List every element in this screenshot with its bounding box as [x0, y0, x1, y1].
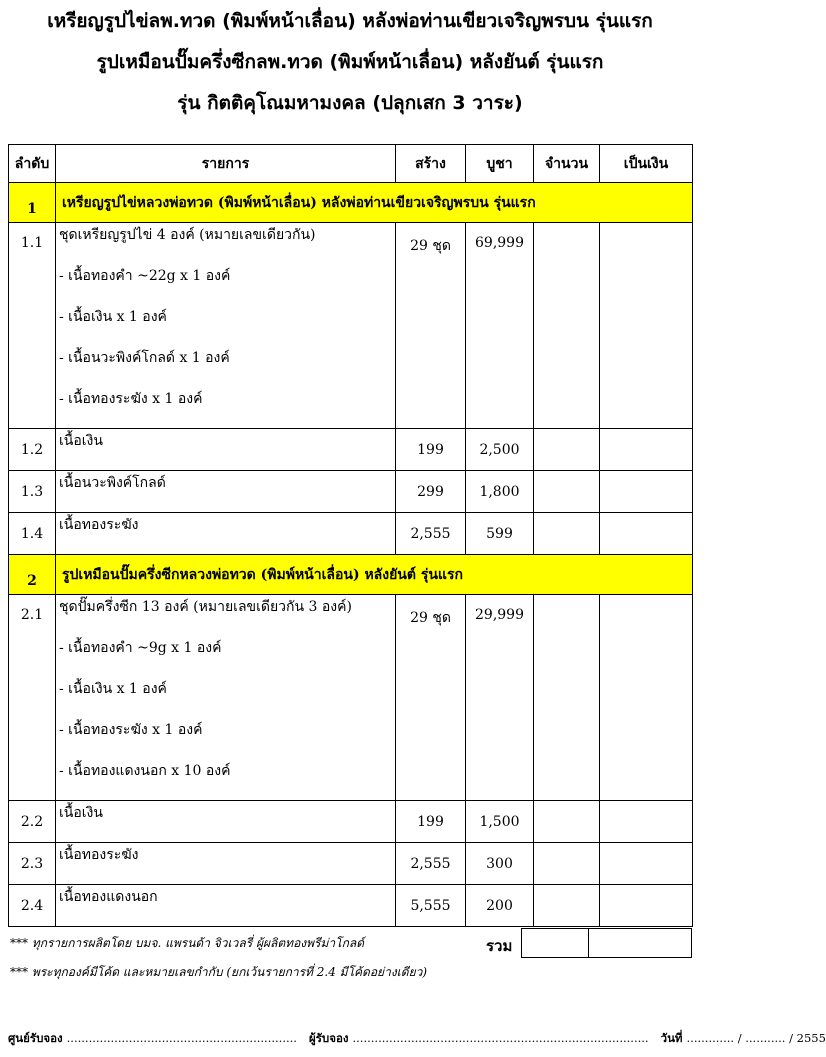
item-line: เนื้อทองระฆัง: [59, 517, 139, 533]
row-qty: 2,555: [396, 843, 466, 885]
header-total: เป็นเงิน: [600, 145, 693, 183]
receiver-field[interactable]: .................................................................................: [352, 1031, 649, 1045]
row-total-cell[interactable]: [600, 801, 693, 843]
row-amount-cell[interactable]: [534, 885, 600, 927]
row-number: 2.2: [9, 801, 56, 843]
row-number: 1.3: [9, 471, 56, 513]
row-amount-cell[interactable]: [534, 843, 600, 885]
row-amount-cell[interactable]: [534, 513, 600, 555]
row-item: [56, 843, 396, 885]
row-item: [56, 801, 396, 843]
row-number: 1.2: [9, 429, 56, 471]
section-row: [9, 183, 693, 223]
table-row: [9, 843, 693, 885]
row-number: 2.3: [9, 843, 56, 885]
row-qty: 29 ชุด: [396, 595, 466, 801]
row-price: 2,500: [466, 429, 534, 471]
title-line-1: เหรียญรูปไข่ลพ.ทวด (พิมพ์หน้าเลื่อน) หลังพ่อท่านเขียวเจริญพรบน รุ่นแรก: [47, 10, 653, 32]
section-title: เหรียญรูปไข่หลวงพ่อทวด (พิมพ์หน้าเลื่อน) หลังพ่อท่านเขียวเจริญพรบน รุ่นแรก: [56, 183, 693, 223]
row-number: 1.1: [9, 223, 56, 429]
row-amount-cell[interactable]: [534, 801, 600, 843]
item-line: ชุดเหรียญรูปไข่ 4 องค์ (หมายเลขเดียวกัน): [59, 227, 316, 243]
receiver-label: ผู้รับจอง: [308, 1031, 349, 1045]
row-amount-cell[interactable]: [534, 429, 600, 471]
row-price: 300: [466, 843, 534, 885]
row-number: 2.4: [9, 885, 56, 927]
item-line: - เนื้อเงิน x 1 องค์: [59, 309, 167, 325]
row-qty: 199: [396, 801, 466, 843]
section-number: 1: [9, 183, 56, 223]
item-line: เนื้อเงิน: [59, 805, 103, 821]
row-qty: 299: [396, 471, 466, 513]
table-header-row: [9, 145, 693, 183]
booking-center-field[interactable]: ...............................................................: [66, 1031, 297, 1045]
section-number: 2: [9, 555, 56, 595]
order-table: [8, 144, 693, 927]
header-qty: สร้าง: [396, 145, 466, 183]
item-line: - เนื้อเงิน x 1 องค์: [59, 681, 167, 697]
row-price: 200: [466, 885, 534, 927]
row-item: [56, 471, 396, 513]
row-total-cell[interactable]: [600, 595, 693, 801]
item-line: ชุดปั๊มครึ่งซีก 13 องค์ (หมายเลขเดียวกัน 3 องค์): [59, 599, 352, 615]
sum-label: รวม: [486, 937, 513, 955]
title-line-2: รูปเหมือนปั๊มครึ่งซีกลพ.ทวด (พิมพ์หน้าเลื่อน) หลังยันต์ รุ่นแรก: [96, 51, 604, 73]
item-line: เนื้อเงิน: [59, 433, 103, 449]
table-row: [9, 429, 693, 471]
item-line: - เนื้อทองคำ ~22g x 1 องค์: [59, 268, 231, 284]
table-row: [9, 471, 693, 513]
header-amount: จำนวน: [534, 145, 600, 183]
section-title: รูปเหมือนปั๊มครึ่งซีกหลวงพ่อทวด (พิมพ์หน้าเลื่อน) หลังยันต์ รุ่นแรก: [56, 555, 693, 595]
header-no: ลำดับ: [9, 145, 56, 183]
row-price: 1,800: [466, 471, 534, 513]
item-line: เนื้อทองระฆัง: [59, 847, 139, 863]
item-line: - เนื้อทองแดงนอก x 10 องค์: [59, 763, 231, 779]
item-line: - เนื้อทองคำ ~9g x 1 องค์: [59, 640, 222, 656]
row-qty: 29 ชุด: [396, 223, 466, 429]
row-total-cell[interactable]: [600, 843, 693, 885]
note-producer: *** ทุกรายการผลิตโดย บมจ. แพรนด้า จิวเวลรี่ ผู้ผลิตทองพรีม่าโกลด์: [10, 936, 365, 950]
booking-footer: [8, 1030, 826, 1048]
table-row: [9, 595, 693, 801]
row-qty: 199: [396, 429, 466, 471]
row-item: [56, 429, 396, 471]
row-price: 599: [466, 513, 534, 555]
item-line: เนื้อนวะพิงค์โกลด์: [59, 475, 166, 491]
sum-divider: [588, 929, 589, 957]
date-label: วันที่: [660, 1031, 683, 1045]
row-total-cell[interactable]: [600, 223, 693, 429]
row-total-cell[interactable]: [600, 885, 693, 927]
date-field[interactable]: ............. / ........... / 2555: [686, 1031, 826, 1045]
table-row: [9, 223, 693, 429]
row-item: [56, 223, 396, 429]
row-number: 2.1: [9, 595, 56, 801]
row-total-cell[interactable]: [600, 471, 693, 513]
row-item: [56, 885, 396, 927]
item-line: - เนื้อทองระฆัง x 1 องค์: [59, 722, 203, 738]
row-qty: 2,555: [396, 513, 466, 555]
row-amount-cell[interactable]: [534, 223, 600, 429]
row-number: 1.4: [9, 513, 56, 555]
row-item: [56, 595, 396, 801]
section-row: [9, 555, 693, 595]
row-amount-cell[interactable]: [534, 471, 600, 513]
row-price: 1,500: [466, 801, 534, 843]
table-row: [9, 885, 693, 927]
item-line: - เนื้อทองระฆัง x 1 องค์: [59, 391, 203, 407]
item-line: - เนื้อนวะพิงค์โกลด์ x 1 องค์: [59, 350, 230, 366]
table-row: [9, 513, 693, 555]
row-price: 29,999: [466, 595, 534, 801]
item-line: เนื้อทองแดงนอก: [59, 889, 158, 905]
row-qty: 5,555: [396, 885, 466, 927]
row-total-cell[interactable]: [600, 513, 693, 555]
row-amount-cell[interactable]: [534, 595, 600, 801]
table-row: [9, 801, 693, 843]
row-total-cell[interactable]: [600, 429, 693, 471]
note-code: *** พระทุกองค์มีโค้ด และหมายเลขกำกับ (ยกเว้นรายการที่ 2.4 มีโค้ดอย่างเดียว): [10, 965, 428, 979]
row-item: [56, 513, 396, 555]
booking-center-label: ศูนย์รับจอง: [8, 1031, 63, 1045]
sum-box[interactable]: [521, 928, 692, 958]
header-price: บูชา: [466, 145, 534, 183]
title-line-3: รุ่น กิตติคุโณมหามงคล (ปลุกเสก 3 วาระ): [177, 92, 523, 114]
row-price: 69,999: [466, 223, 534, 429]
header-item: รายการ: [56, 145, 396, 183]
